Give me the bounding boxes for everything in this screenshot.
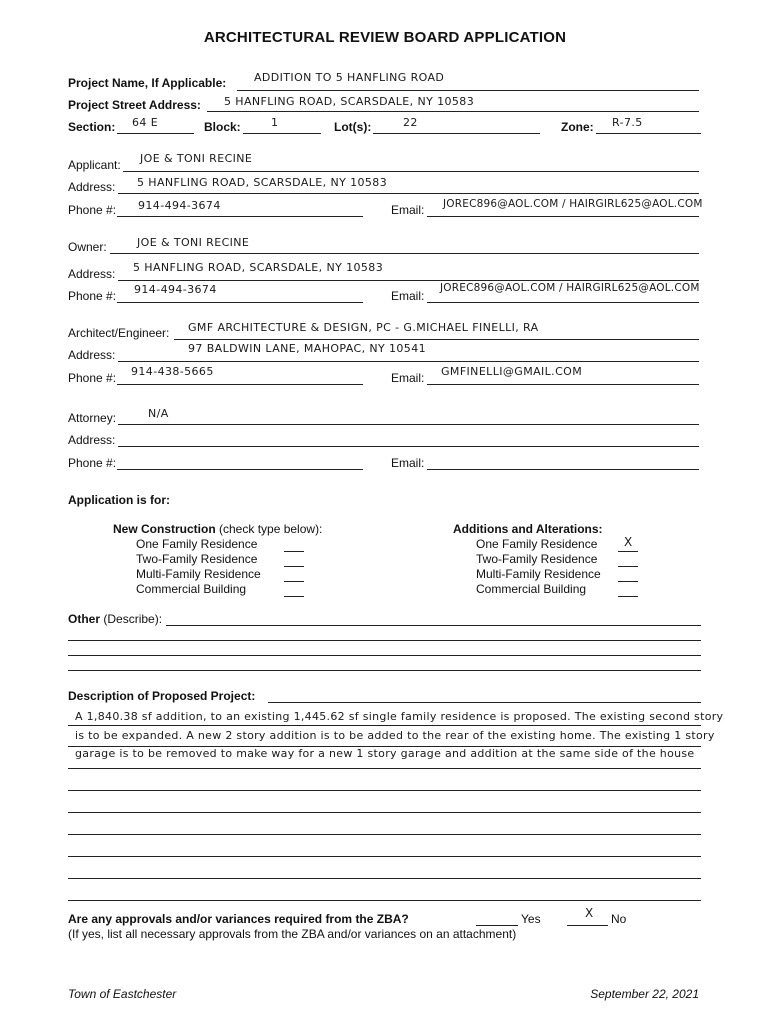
owner-address-label: Address:	[68, 267, 116, 281]
applicant-address-line	[118, 193, 699, 194]
lot-line	[373, 133, 540, 134]
architect-line	[174, 339, 699, 340]
description-line-4[interactable]	[68, 790, 701, 791]
add-check-two-family[interactable]	[618, 566, 638, 567]
additions-heading: Additions and Alterations:	[453, 522, 603, 536]
description-text-line-1: A 1,840.38 sf addition, to an existing 1,445.62 sf single family residence is proposed. The existing second story	[75, 710, 724, 723]
other-line-2[interactable]	[68, 640, 701, 641]
block-value[interactable]: 1	[271, 116, 279, 129]
footer-date: September 22, 2021	[590, 987, 699, 1001]
add-check-commercial[interactable]	[618, 596, 638, 597]
new-construction-note: (check type below):	[219, 522, 323, 536]
zba-question: Are any approvals and/or variances required from the ZBA?	[68, 912, 409, 926]
applicant-phone-label: Phone #:	[68, 203, 117, 217]
add-type-one-family: One Family Residence	[476, 537, 598, 551]
add-type-commercial: Commercial Building	[476, 582, 587, 596]
attorney-address-label: Address:	[68, 433, 116, 447]
new-type-commercial: Commercial Building	[136, 582, 247, 596]
applicant-email-label: Email:	[391, 203, 425, 217]
attorney-email-label: Email:	[391, 456, 425, 470]
description-line-3[interactable]	[68, 768, 701, 769]
attorney-phone-label: Phone #:	[68, 456, 117, 470]
add-type-two-family: Two-Family Residence	[476, 552, 598, 566]
owner-label: Owner:	[68, 240, 107, 254]
new-construction-heading	[113, 522, 322, 536]
applicant-phone-value[interactable]: 914-494-3674	[138, 199, 221, 212]
owner-name-value[interactable]: JOE & TONI RECINE	[137, 236, 250, 249]
attorney-phone-line	[117, 469, 363, 470]
project-street-line	[207, 111, 699, 112]
description-line-9[interactable]	[68, 900, 701, 901]
architect-address-label: Address:	[68, 348, 116, 362]
add-type-multi-family: Multi-Family Residence	[476, 567, 601, 581]
attorney-label: Attorney:	[68, 411, 117, 425]
applicant-email-line	[427, 216, 699, 217]
block-line	[243, 133, 321, 134]
new-check-one-family[interactable]	[284, 551, 304, 552]
project-street-value[interactable]: 5 HANFLING ROAD, SCARSDALE, NY 10583	[224, 95, 475, 108]
form-title: ARCHITECTURAL REVIEW BOARD APPLICATION	[203, 29, 567, 46]
applicant-address-value[interactable]: 5 HANFLING ROAD, SCARSDALE, NY 10583	[137, 176, 388, 189]
attorney-line	[118, 424, 699, 425]
description-line-6[interactable]	[68, 834, 701, 835]
owner-phone-label: Phone #:	[68, 289, 117, 303]
description-line-0[interactable]	[268, 702, 701, 703]
applicant-phone-line	[117, 216, 363, 217]
owner-email-value[interactable]: JOREC896@AOL.COM / HAIRGIRL625@AOL.COM	[440, 282, 700, 294]
section-label: Section:	[68, 120, 116, 134]
owner-email-label: Email:	[391, 289, 425, 303]
project-name-value[interactable]: ADDITION TO 5 HANFLING ROAD	[254, 71, 445, 84]
other-line-1[interactable]	[166, 625, 701, 626]
description-text-line-2: is to be expanded. A new 2 story addition is to be added to the rear of the existing home. The existing 1 story	[75, 729, 715, 742]
attorney-address-line	[118, 446, 699, 447]
zba-no-label: No	[611, 912, 627, 926]
owner-phone-value[interactable]: 914-494-3674	[134, 283, 217, 296]
architect-name-value[interactable]: GMF ARCHITECTURE & DESIGN, PC - G.MICHAEL FINELLI, RA	[188, 321, 539, 334]
description-line-7[interactable]	[68, 856, 701, 857]
other-line-4[interactable]	[68, 670, 701, 671]
other-label	[68, 612, 162, 626]
block-label: Block:	[204, 120, 241, 134]
section-value[interactable]: 64 E	[132, 116, 159, 129]
zba-no-line[interactable]	[567, 925, 608, 926]
section-line	[117, 133, 194, 134]
architect-phone-value[interactable]: 914-438-5665	[131, 365, 214, 378]
architect-label: Architect/Engineer:	[68, 326, 170, 340]
architect-address-line	[118, 361, 699, 362]
description-text-line-3: garage is to be removed to make way for a new 1 story garage and addition at the same side of the house	[75, 747, 695, 760]
new-check-multi-family[interactable]	[284, 581, 304, 582]
footer-town: Town of Eastchester	[68, 987, 177, 1001]
other-note: (Describe):	[103, 612, 163, 626]
lot-label: Lot(s):	[334, 120, 372, 134]
architect-email-value[interactable]: GMFINELLI@GMAIL.COM	[441, 365, 583, 378]
new-type-one-family: One Family Residence	[136, 537, 258, 551]
new-type-multi-family: Multi-Family Residence	[136, 567, 261, 581]
project-street-label: Project Street Address:	[68, 98, 201, 112]
lot-value[interactable]: 22	[403, 116, 418, 129]
project-name-line	[237, 90, 699, 91]
new-type-two-family: Two-Family Residence	[136, 552, 258, 566]
description-line-8[interactable]	[68, 878, 701, 879]
add-check-multi-family[interactable]	[618, 581, 638, 582]
description-line-1[interactable]	[68, 725, 701, 726]
other-title: Other	[68, 612, 101, 626]
new-check-commercial[interactable]	[284, 596, 304, 597]
architect-phone-label: Phone #:	[68, 371, 117, 385]
applicant-label: Applicant:	[68, 158, 121, 172]
description-line-5[interactable]	[68, 812, 701, 813]
applicant-email-value[interactable]: JOREC896@AOL.COM / HAIRGIRL625@AOL.COM	[443, 198, 703, 210]
architect-address-value[interactable]: 97 BALDWIN LANE, MAHOPAC, NY 10541	[188, 342, 427, 355]
zba-no-mark: X	[585, 906, 594, 920]
zba-yes-label: Yes	[521, 912, 541, 926]
project-name-label: Project Name, If Applicable:	[68, 76, 227, 90]
new-check-two-family[interactable]	[284, 566, 304, 567]
zba-note: (If yes, list all necessary approvals from the ZBA and/or variances on an attachment)	[68, 927, 517, 941]
new-construction-title: New Construction	[113, 522, 216, 536]
zone-value[interactable]: R-7.5	[612, 116, 643, 129]
attorney-email-line	[427, 469, 699, 470]
applicant-name-value[interactable]: JOE & TONI RECINE	[140, 152, 253, 165]
zone-label: Zone:	[561, 120, 594, 134]
owner-address-line	[118, 280, 699, 281]
owner-line	[110, 253, 699, 254]
owner-address-value[interactable]: 5 HANFLING ROAD, SCARSDALE, NY 10583	[133, 261, 384, 274]
description-label: Description of Proposed Project:	[68, 689, 256, 703]
owner-email-line	[427, 302, 699, 303]
architect-email-line	[427, 384, 699, 385]
add-check-one-family[interactable]	[618, 551, 638, 552]
attorney-name-value[interactable]: N/A	[148, 407, 169, 420]
applicant-line	[123, 171, 699, 172]
zone-line	[596, 133, 701, 134]
other-line-3[interactable]	[68, 655, 701, 656]
architect-phone-line	[117, 384, 363, 385]
zba-yes-line[interactable]	[476, 925, 518, 926]
applicant-address-label: Address:	[68, 180, 116, 194]
owner-phone-line	[117, 302, 363, 303]
architect-email-label: Email:	[391, 371, 425, 385]
application-heading: Application is for:	[68, 493, 170, 507]
add-check-one-family-mark: X	[624, 535, 633, 549]
